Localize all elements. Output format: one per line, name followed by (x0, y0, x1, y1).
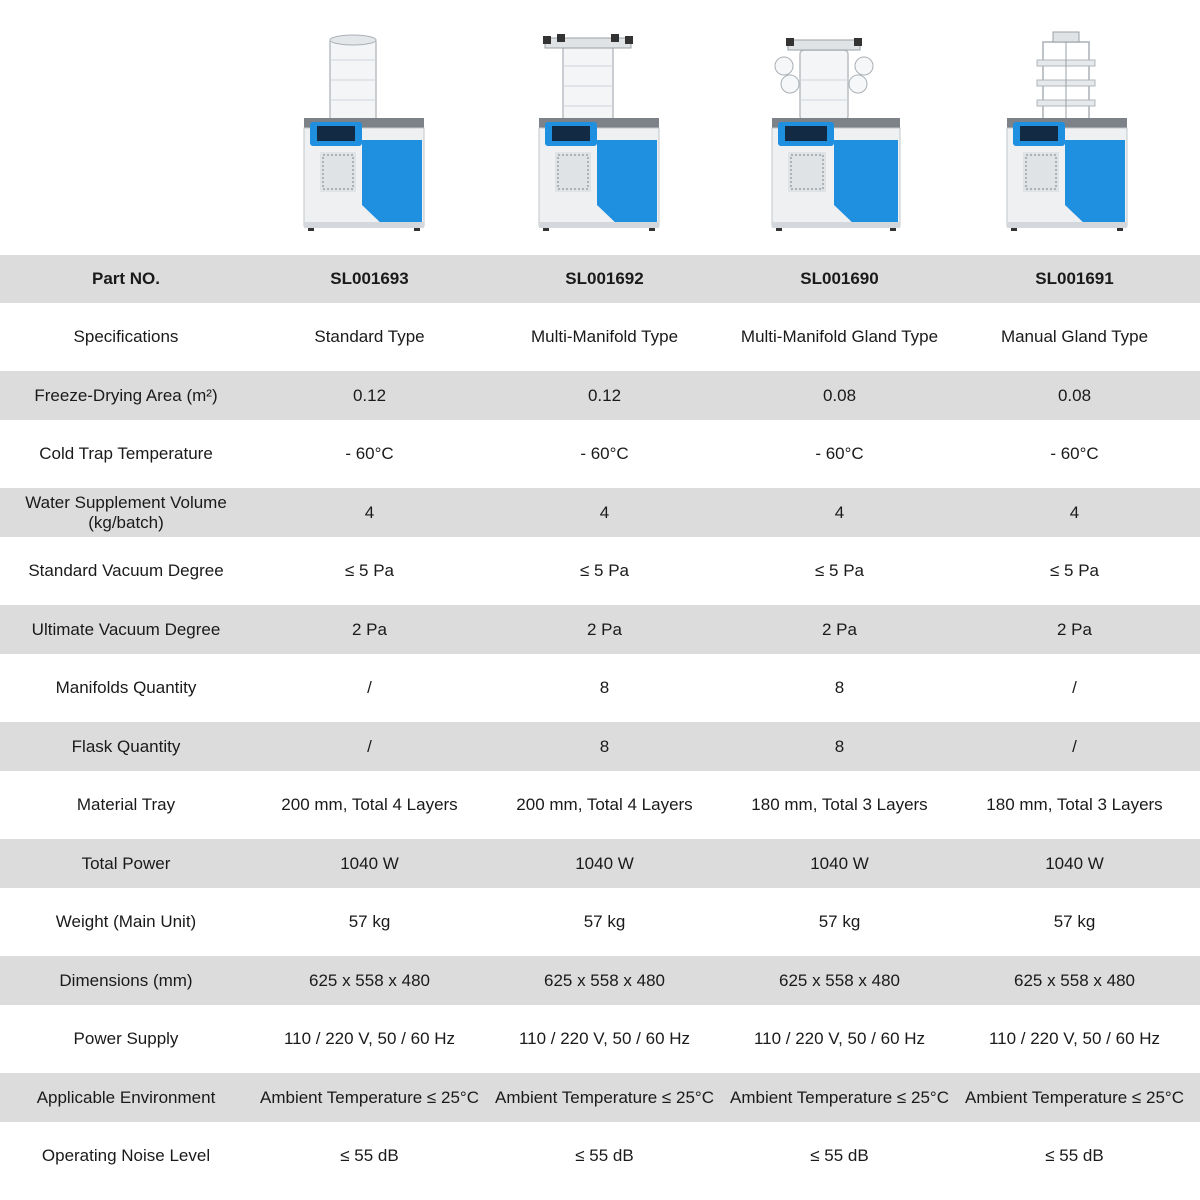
cell-value: 625 x 558 x 480 (544, 970, 665, 990)
part-number: SL001690 (800, 269, 879, 288)
table-row (0, 605, 1200, 654)
cell-value: ≤ 5 Pa (344, 561, 395, 580)
row-label: Dimensions (mm) (59, 970, 193, 990)
cell-value: 180 mm, Total 3 Layers (751, 795, 928, 814)
cell-value: Multi-Manifold Gland Type (740, 327, 939, 346)
part-number: SL001691 (1035, 269, 1114, 288)
cell-value: Ambient Temperature ≤ 25°C (730, 1087, 949, 1107)
table-row (0, 420, 1200, 488)
cell-value: 200 mm, Total 4 Layers (516, 795, 693, 814)
cell-value: 0.08 (822, 385, 857, 405)
cell-value: - 60°C (815, 444, 864, 463)
cell-value: 625 x 558 x 480 (309, 970, 430, 990)
cell-value: 4 (834, 502, 845, 522)
cell-value: 4 (1069, 502, 1080, 522)
cell-value: 57 kg (583, 912, 626, 931)
cell-value: ≤ 55 dB (575, 1146, 634, 1165)
table-row (0, 1073, 1200, 1122)
row-label: Ultimate Vacuum Degree (31, 619, 221, 639)
cell-value: 110 / 220 V, 50 / 60 Hz (283, 1029, 456, 1048)
table-row (0, 956, 1200, 1005)
cell-value: 180 mm, Total 3 Layers (986, 795, 1163, 814)
row-label: Material Tray (76, 795, 176, 814)
cell-value: 2 Pa (587, 619, 622, 639)
row-label: Weight (Main Unit) (55, 912, 197, 931)
row-label: Cold Trap Temperature (39, 444, 213, 463)
table-row (0, 654, 1200, 722)
cell-value: ≤ 55 dB (1045, 1146, 1104, 1165)
table-row (0, 771, 1200, 839)
cell-value: Ambient Temperature ≤ 25°C (495, 1087, 714, 1107)
cell-value: 1040 W (340, 853, 399, 873)
cell-value: 0.08 (1057, 385, 1092, 405)
row-label: Specifications (73, 327, 179, 346)
cell-value: ≤ 55 dB (340, 1146, 399, 1165)
cell-value: 200 mm, Total 4 Layers (281, 795, 458, 814)
cell-value: Ambient Temperature ≤ 25°C (260, 1087, 479, 1107)
row-label: Operating Noise Level (41, 1146, 211, 1165)
cell-value: 8 (834, 678, 845, 697)
cell-value: ≤ 5 Pa (814, 561, 865, 580)
cell-value: 2 Pa (352, 619, 387, 639)
table-row (0, 488, 1200, 537)
row-label: Manifolds Quantity (55, 678, 197, 697)
cell-value: ≤ 5 Pa (1049, 561, 1100, 580)
cell-value: / (367, 736, 372, 756)
cell-value: / (367, 678, 372, 697)
cell-value: Ambient Temperature ≤ 25°C (965, 1087, 1184, 1107)
row-label: Applicable Environment (36, 1087, 216, 1107)
cell-value: Multi-Manifold Type (530, 327, 679, 346)
cell-value: / (1072, 736, 1077, 756)
table-row (0, 371, 1200, 420)
freeze-dryer-manual-gland-icon (949, 0, 1184, 255)
row-label: Total Power (81, 853, 171, 873)
cell-value: 8 (834, 736, 845, 756)
cell-value: 110 / 220 V, 50 / 60 Hz (753, 1029, 926, 1048)
table-header-row (0, 255, 1200, 303)
cell-value: 0.12 (352, 385, 387, 405)
cell-value: 110 / 220 V, 50 / 60 Hz (518, 1029, 691, 1048)
cell-value: - 60°C (1050, 444, 1099, 463)
cell-value: - 60°C (580, 444, 629, 463)
row-label: Water Supplement Volume (kg/batch) (25, 492, 227, 532)
spec-table (0, 255, 1200, 1190)
table-row (0, 1122, 1200, 1190)
cell-value: 2 Pa (1057, 619, 1092, 639)
part-number: SL001693 (330, 269, 409, 288)
table-row (0, 722, 1200, 771)
cell-value: 4 (364, 502, 375, 522)
cell-value: 1040 W (575, 853, 634, 873)
part-number: SL001692 (565, 269, 644, 288)
row-label: Freeze-Drying Area (m²) (34, 385, 218, 405)
table-row (0, 1005, 1200, 1073)
cell-value: 57 kg (1053, 912, 1096, 931)
cell-value: ≤ 5 Pa (579, 561, 630, 580)
table-row (0, 303, 1200, 371)
table-row (0, 888, 1200, 956)
table-row (0, 537, 1200, 605)
cell-value: / (1072, 678, 1077, 697)
cell-value: 57 kg (348, 912, 391, 931)
header-label: Part NO. (91, 269, 161, 288)
cell-value: 4 (599, 502, 610, 522)
freeze-dryer-standard-icon (244, 0, 479, 255)
cell-value: 57 kg (818, 912, 861, 931)
cell-value: 2 Pa (822, 619, 857, 639)
freeze-dryer-multi-manifold-gland-icon (714, 0, 949, 255)
product-images (0, 0, 1200, 255)
cell-value: 625 x 558 x 480 (1014, 970, 1135, 990)
row-label: Flask Quantity (71, 736, 181, 756)
cell-value: 0.12 (587, 385, 622, 405)
cell-value: Manual Gland Type (1000, 327, 1149, 346)
cell-value: ≤ 55 dB (810, 1146, 869, 1165)
cell-value: Standard Type (314, 327, 425, 346)
cell-value: - 60°C (345, 444, 394, 463)
cell-value: 625 x 558 x 480 (779, 970, 900, 990)
freeze-dryer-multi-manifold-icon (479, 0, 714, 255)
table-row (0, 839, 1200, 888)
cell-value: 110 / 220 V, 50 / 60 Hz (988, 1029, 1161, 1048)
row-label: Standard Vacuum Degree (28, 561, 224, 580)
cell-value: 8 (599, 736, 610, 756)
cell-value: 1040 W (1045, 853, 1104, 873)
cell-value: 8 (599, 678, 610, 697)
cell-value: 1040 W (810, 853, 869, 873)
row-label: Power Supply (73, 1029, 179, 1048)
